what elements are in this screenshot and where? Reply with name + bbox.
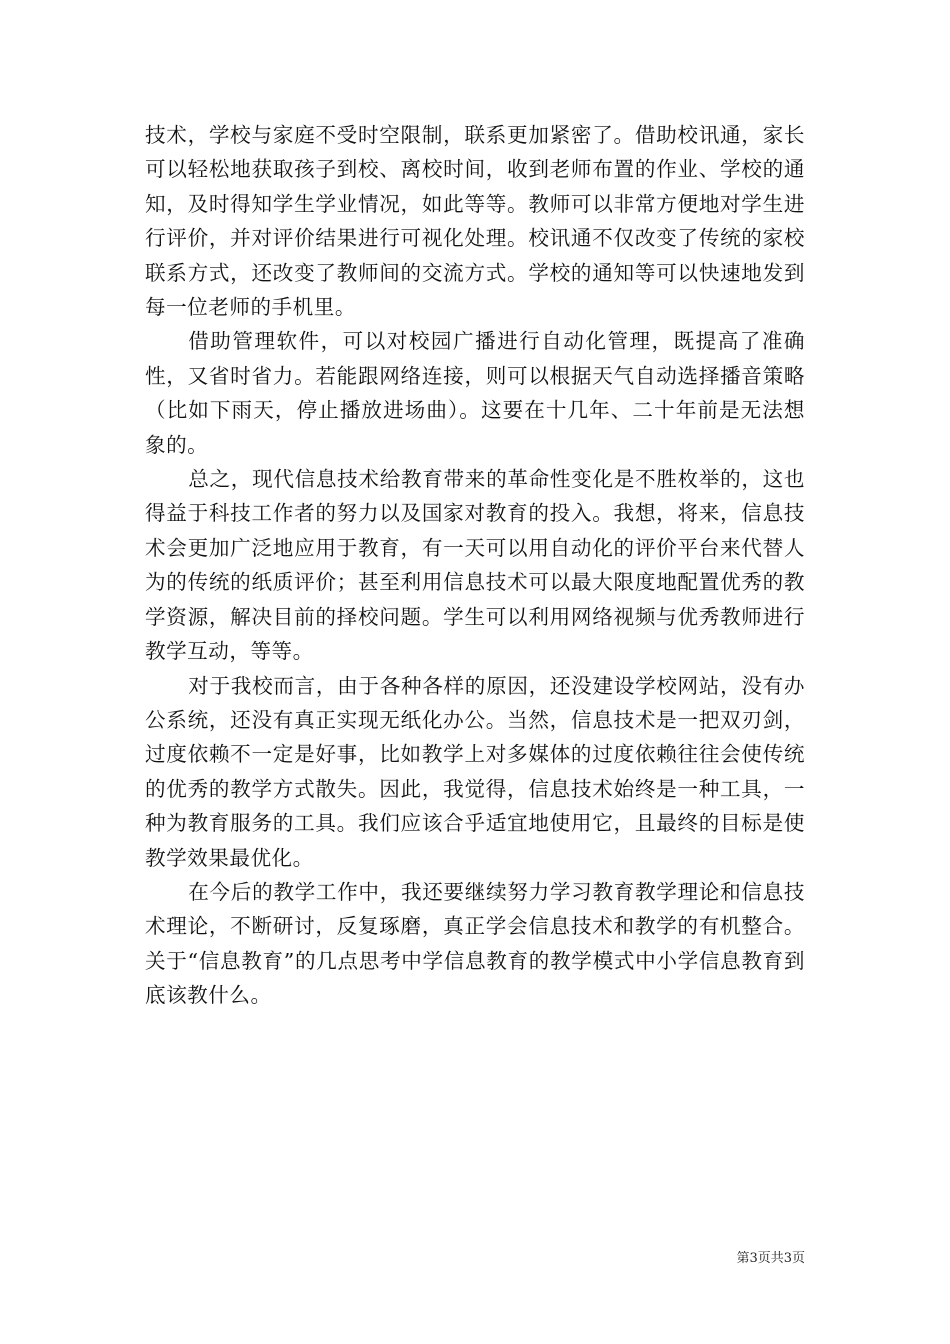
paragraph-summary: 总之，现代信息技术给教育带来的革命性变化是不胜枚举的，这也得益于科技工作者的努力以及国家对教育的投入。我想，将来，信息技术会更加广泛地应用于教育，有一天可以用自动化的评价平台来代替人为的传统的纸质评价；甚至利用信息技术可以最大限度地配置优秀的教学资源，解决目前的择校问题。学生可以利用网络视频与优秀教师进行教学互动，等等。 [145, 467, 805, 664]
document-body [145, 118, 805, 1013]
page-number-footer: 第3页共3页 [736, 1251, 805, 1266]
paragraph-future-work: 在今后的教学工作中，我还要继续努力学习教育教学理论和信息技术理论，不断研讨，反复琢磨，真正学会信息技术和教学的有机整合。关于“信息教育”的几点思考中学信息教育的教学模式中小学信息教育到底该教什么。 [145, 879, 805, 1008]
paragraph-continuation: 技术，学校与家庭不受时空限制，联系更加紧密了。借助校讯通，家长可以轻松地获取孩子到校、离校时间，收到老师布置的作业、学校的通知，及时得知学生学业情况，如此等等。教师可以非常方便地对学生进行评价，并对评价结果进行可视化处理。校讯通不仅改变了传统的家校联系方式，还改变了教师间的交流方式。学校的通知等可以快速地发到每一位老师的手机里。 [145, 123, 805, 320]
paragraph-our-school: 对于我校而言，由于各种各样的原因，还没建设学校网站，没有办公系统，还没有真正实现无纸化办公。当然，信息技术是一把双刃剑，过度依赖不一定是好事，比如教学上对多媒体的过度依赖往往会使传统的优秀的教学方式散失。因此，我觉得，信息技术始终是一种工具，一种为教育服务的工具。我们应该合乎适宜地使用它，且最终的目标是使教学效果最优化。 [145, 673, 805, 870]
paragraph-broadcast: 借助管理软件，可以对校园广播进行自动化管理，既提高了准确性，又省时省力。若能跟网络连接，则可以根据天气自动选择播音策略（比如下雨天，停止播放进场曲）。这要在十几年、二十年前是无法想象的。 [145, 329, 805, 457]
